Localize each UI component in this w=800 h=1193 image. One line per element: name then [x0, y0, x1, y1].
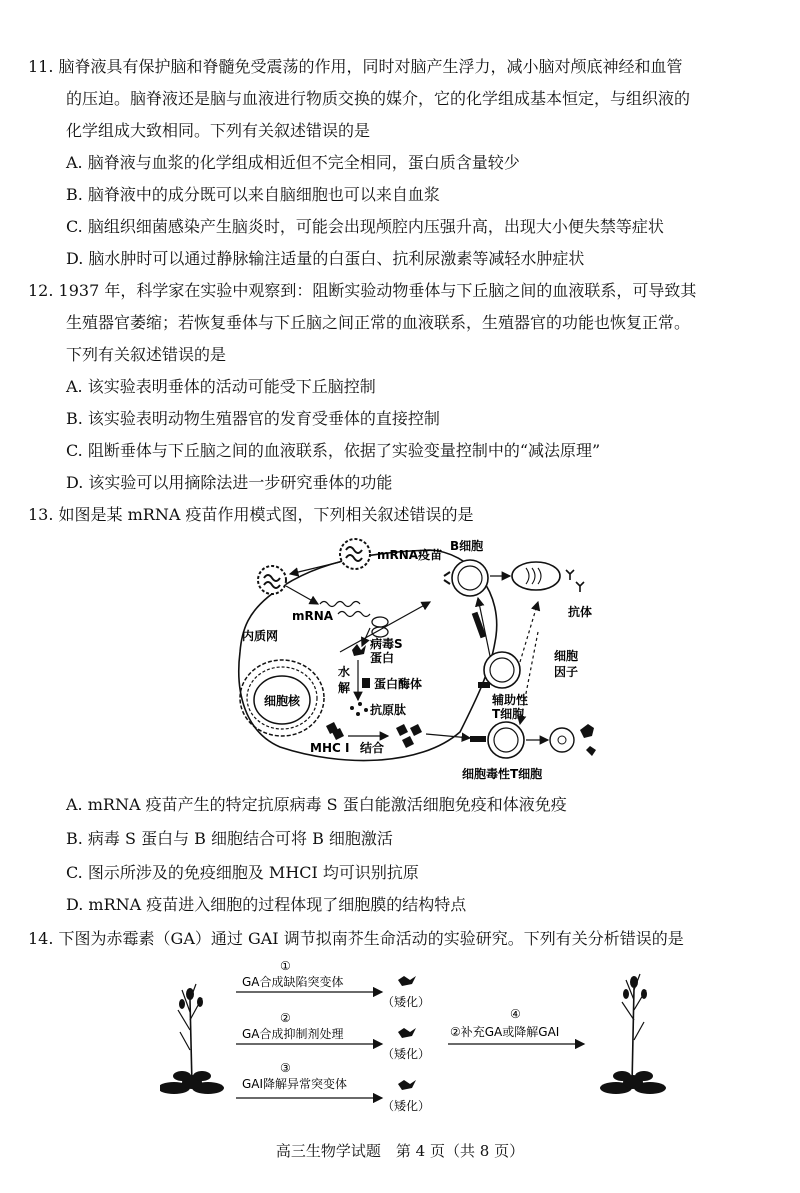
q12-option-d: D. 该实验可以用摘除法进一步研究垂体的功能 [66, 473, 393, 492]
q12-stem-line3: 下列有关叙述错误的是 [66, 345, 227, 364]
q12-option-b: B. 该实验表明动物生殖器官的发育受垂体的直接控制 [66, 409, 440, 428]
step2-number: ② [280, 1011, 291, 1025]
antigen-peptide-icon [350, 702, 368, 716]
antigen-peptide-label: 抗原肽 [370, 703, 407, 717]
ga-gai-diagram [160, 960, 680, 1120]
b-cell-receptor-icon [444, 572, 450, 584]
virus-s-label-2: 蛋白 [370, 651, 395, 665]
mrna-vaccine-diagram [220, 532, 620, 782]
virus-s-label-1: 病毒S [370, 637, 403, 651]
helper-t-receptor [478, 682, 490, 688]
q11-option-c: C. 脑组织细菌感染产生脑炎时，可能会出现颅腔内压强升高，出现大小便失禁等症状 [66, 217, 664, 236]
mrna-label: mRNA [292, 609, 334, 623]
er-label: 内质网 [242, 629, 279, 643]
page-footer: 高三生物学试题 第 4 页（共 8 页） [275, 1142, 525, 1160]
target-cell [550, 728, 574, 752]
q12-option-c: C. 阻断垂体与下丘脑之间的血液联系，依据了实验变量控制中的“减法原理” [66, 441, 601, 460]
cytotoxic-t-receptor [470, 736, 486, 742]
q11-stem-line2: 的压迫。脑脊液还是脑与血液进行物质交换的媒介，它的化学组成基本恒定，与组织液的 [66, 89, 691, 108]
helper-t-label-2: T细胞 [492, 707, 525, 721]
step2-label: GA合成抑制剂处理 [242, 1027, 344, 1041]
rescued-plant-icon [600, 974, 666, 1094]
antibody-icon [566, 570, 584, 592]
dwarf-plant-icon-3 [398, 1080, 416, 1090]
dwarf-label-1: （矮化） [382, 995, 431, 1009]
step3-label: GAI降解异常突变体 [242, 1077, 348, 1091]
hydrolysis-label-2: 解 [338, 681, 351, 695]
q12-stem-line1: 12. 1937 年，科学家在实验中观察到：阻断实验动物垂体与下丘脑之间的血液联系，可导致其 [28, 281, 697, 300]
cytokine-label-1: 细胞 [554, 649, 579, 663]
dwarf-label-2: （矮化） [382, 1047, 431, 1061]
q13-option-c: C. 图示所涉及的免疫细胞及 MHCI 均可识别抗原 [66, 863, 419, 882]
q11-option-a: A. 脑脊液与血浆的化学组成相近但不完全相同，蛋白质含量较少 [66, 153, 520, 172]
q11-stem-line1: 11. 脑脊液具有保护脑和脊髓免受震荡的作用，同时对脑产生浮力，减小脑对颅底神经和血管 [28, 57, 683, 76]
helper-t-label-1: 辅助性 [492, 693, 529, 707]
endocytosed-particle [258, 566, 286, 594]
dwarf-label-3: （矮化） [382, 1099, 431, 1113]
antibody-label: 抗体 [568, 605, 593, 619]
plasma-cell [512, 562, 560, 590]
q11-stem-line3: 化学组成大致相同。下列有关叙述错误的是 [66, 121, 371, 140]
ctl-label: 细胞毒性T细胞 [462, 767, 543, 781]
bind-label: 结合 [360, 741, 385, 755]
cytokine-label-2: 因子 [554, 665, 579, 679]
q13-option-d: D. mRNA 疫苗进入细胞的过程体现了细胞膜的结构特点 [66, 895, 467, 914]
step4-number: ④ [510, 1007, 521, 1021]
step1-label: GA合成缺陷突变体 [242, 975, 344, 989]
b-cell-label: B细胞 [450, 539, 484, 553]
virus-s-protein-icon [352, 644, 366, 656]
nucleus-label: 细胞核 [263, 694, 301, 708]
lysed-cell-icon [580, 724, 596, 756]
step1-number: ① [280, 960, 291, 973]
wild-type-plant-icon [160, 984, 224, 1094]
mhc-label: MHC Ⅰ [310, 741, 350, 755]
mrna-vaccine-particle [340, 539, 370, 569]
proteasome-label: 蛋白酶体 [374, 677, 423, 691]
q12-option-a: A. 该实验表明垂体的活动可能受下丘脑控制 [66, 377, 376, 396]
b-cell [452, 560, 488, 596]
step3-number: ③ [280, 1061, 291, 1075]
mrna-strand [320, 602, 360, 607]
mhc-peptide-complex-icon [396, 724, 422, 748]
q14-stem: 14. 下图为赤霉素（GA）通过 GAI 调节拟南芥生命活动的实验研究。下列有关分析错误的是 [28, 929, 684, 948]
q11-option-d: D. 脑水肿时可以通过静脉输注适量的白蛋白、抗利尿激素等减轻水肿症状 [66, 249, 585, 268]
q13-stem: 13. 如图是某 mRNA 疫苗作用模式图，下列相关叙述错误的是 [28, 505, 474, 524]
cytotoxic-t-cell [488, 722, 524, 758]
q13-option-a: A. mRNA 疫苗产生的特定抗原病毒 S 蛋白能激活细胞免疫和体液免疫 [66, 795, 567, 814]
hydrolysis-label-1: 水 [338, 665, 351, 679]
dwarf-plant-icon-1 [398, 976, 416, 986]
vaccine-label: mRNA疫苗 [377, 548, 443, 562]
rescue-label: ②补充GA或降解GAI [450, 1025, 560, 1039]
q13-option-b: B. 病毒 S 蛋白与 B 细胞结合可将 B 细胞激活 [66, 829, 393, 848]
proteasome-icon [362, 678, 370, 688]
q12-stem-line2: 生殖器官萎缩；若恢复垂体与下丘脑之间正常的血液联系，生殖器官的功能也恢复正常。 [66, 313, 691, 332]
mhc-i-icon [326, 722, 344, 740]
q11-option-b: B. 脑脊液中的成分既可以来自脑细胞也可以来自血浆 [66, 185, 440, 204]
dwarf-plant-icon-2 [398, 1028, 416, 1038]
